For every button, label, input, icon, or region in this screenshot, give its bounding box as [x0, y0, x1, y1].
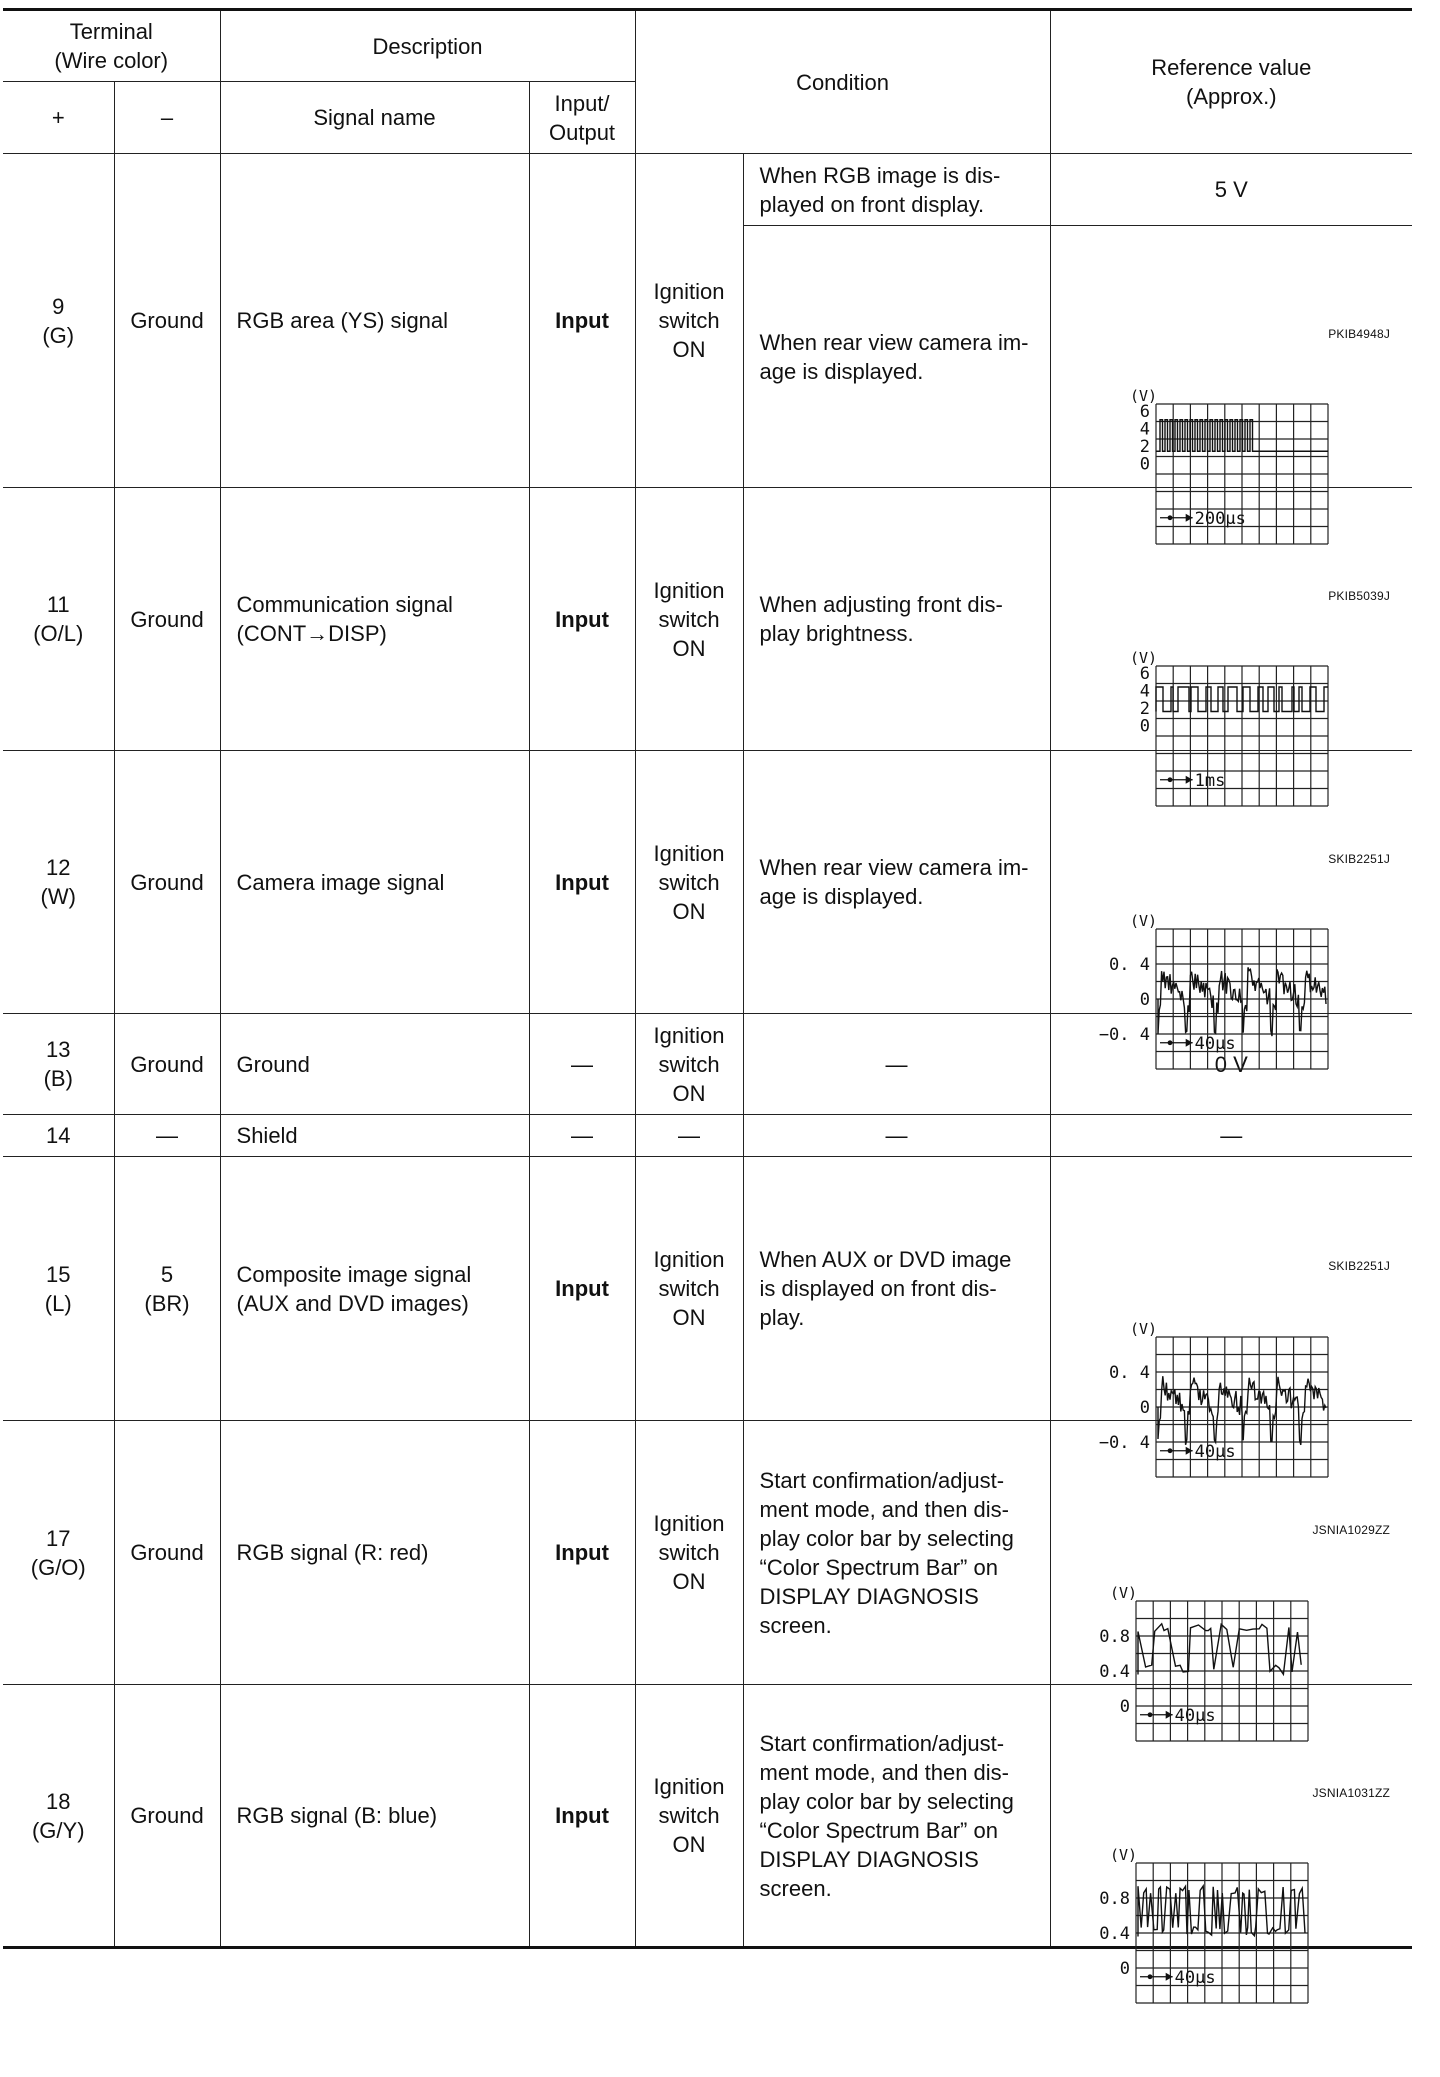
- y-tick-label: 4: [1139, 419, 1150, 439]
- waveform-graph: [1051, 1816, 1413, 2077]
- condition-text: Start confirmation/adjust- ment mode, and then dis- play color bar by selecting “Color Spectrum Bar” on DISPLAY DIAGNOSIS screen.: [743, 1421, 1050, 1685]
- time-base-label: 1ms: [1194, 770, 1225, 791]
- y-tick-label: 0.4: [1098, 1923, 1130, 1944]
- y-tick-label: 0: [1119, 1958, 1130, 1979]
- switch-condition: Ignition switch ON: [635, 1421, 743, 1685]
- y-tick-label: 0: [1139, 1397, 1150, 1418]
- table-row: [3, 488, 1412, 751]
- waveform-cell: [1050, 1421, 1412, 1726]
- y-tick-label: 0.8: [1098, 1888, 1130, 1909]
- y-tick-label: 2: [1139, 699, 1150, 719]
- table-row: [3, 1421, 1412, 1685]
- terminal-minus: Ground: [114, 1685, 220, 1948]
- reference-value: 5 V: [1050, 154, 1412, 226]
- signal-name-header: Signal name: [220, 82, 529, 154]
- condition-text: Start confirmation/adjust- ment mode, and then dis- play color bar by selecting “Color Spectrum Bar” on DISPLAY DIAGNOSIS screen.: [743, 1685, 1050, 1948]
- y-tick-label: 0: [1119, 1696, 1130, 1717]
- io-value: Input: [529, 154, 635, 488]
- terminal-plus: 13 (B): [3, 1014, 114, 1115]
- waveform-cell: [1050, 488, 1412, 791]
- y-tick-label: 0: [1139, 454, 1150, 474]
- y-tick-label: 4: [1139, 681, 1150, 702]
- signal-name: RGB signal (B: blue): [220, 1685, 529, 1948]
- condition-text: —: [743, 1014, 1050, 1115]
- figure-code: JSNIA1031ZZ: [1312, 1785, 1391, 1800]
- terminal-plus: 12 (W): [3, 751, 114, 1014]
- unit-label: (V): [1129, 649, 1157, 667]
- io-value: —: [529, 1014, 635, 1115]
- time-base-marker: [1160, 1034, 1236, 1054]
- signal-name: Camera image signal: [220, 751, 529, 1014]
- terminal-minus: Ground: [114, 154, 220, 488]
- terminal-plus: 18 (G/Y): [3, 1685, 114, 1948]
- terminal-minus: 5 (BR): [114, 1157, 220, 1421]
- signal-name: RGB signal (R: red): [220, 1421, 529, 1685]
- y-tick-label: 0: [1139, 716, 1150, 737]
- y-tick-label: 6: [1139, 401, 1150, 422]
- waveform-cell: [1050, 1157, 1412, 1462]
- signal-name: RGB area (YS) signal: [220, 154, 529, 488]
- y-tick-label: −0. 4: [1098, 1432, 1150, 1453]
- terminal-minus: —: [114, 1115, 220, 1157]
- io-value: Input: [529, 1685, 635, 1948]
- switch-condition: Ignition switch ON: [635, 154, 743, 488]
- y-tick-label: 2: [1139, 436, 1150, 457]
- time-base-label: 200µs: [1194, 508, 1246, 529]
- signal-name: Communication signal (CONT→DISP): [220, 488, 529, 751]
- time-base-marker: [1140, 1967, 1216, 1987]
- terminal-minus: Ground: [114, 1421, 220, 1685]
- unit-label: (V): [1129, 1319, 1157, 1338]
- terminal-plus: 9 (G): [3, 154, 114, 488]
- plus-header: +: [3, 82, 114, 154]
- condition-text: When rear view camera im- age is displayed.: [743, 751, 1050, 1014]
- condition-text: When adjusting front dis- play brightness.: [743, 488, 1050, 751]
- io-value: Input: [529, 1421, 635, 1685]
- switch-condition: —: [635, 1115, 743, 1157]
- terminal-plus: 17 (G/O): [3, 1421, 114, 1685]
- signal-trace: [1138, 1623, 1301, 1674]
- switch-condition: Ignition switch ON: [635, 1014, 743, 1115]
- signal-name: Ground: [220, 1014, 529, 1115]
- y-tick-label: −0. 4: [1098, 1025, 1150, 1045]
- unit-label: (V): [1129, 386, 1157, 405]
- table-row: [3, 1157, 1412, 1421]
- terminal-plus: 15 (L): [3, 1157, 114, 1421]
- reference-value: —: [1050, 1115, 1412, 1157]
- unit-label: (V): [1129, 912, 1157, 930]
- terminal-minus: Ground: [114, 751, 220, 1014]
- io-value: Input: [529, 751, 635, 1014]
- figure-code: PKIB5039J: [1328, 589, 1391, 603]
- y-tick-label: 0. 4: [1108, 955, 1150, 975]
- figure-code: SKIB2251J: [1328, 1258, 1391, 1273]
- figure-code: JSNIA1029ZZ: [1312, 1522, 1391, 1537]
- table-row: [3, 1685, 1412, 1948]
- condition-text: —: [743, 1115, 1050, 1157]
- table-row: [3, 154, 1412, 226]
- signal-trace: [1156, 419, 1328, 451]
- y-tick-label: 0.4: [1098, 1661, 1130, 1682]
- y-tick-label: 6: [1139, 664, 1150, 684]
- io-value: —: [529, 1115, 635, 1157]
- terminal-minus: Ground: [114, 1014, 220, 1115]
- terminal-minus: Ground: [114, 488, 220, 751]
- terminal-plus: 11 (O/L): [3, 488, 114, 751]
- time-base-label: 40µs: [1194, 1033, 1236, 1054]
- time-base-label: 40µs: [1194, 1441, 1236, 1462]
- signal-name: Shield: [220, 1115, 529, 1157]
- time-base-label: 40µs: [1174, 1705, 1216, 1726]
- y-tick-label: 0. 4: [1108, 1362, 1150, 1383]
- terminal-table: [3, 8, 1412, 1988]
- reference-value: 0 V: [1050, 1014, 1412, 1115]
- unit-label: (V): [1109, 1845, 1137, 1864]
- io-value: Input: [529, 1157, 635, 1421]
- time-base-label: 40µs: [1174, 1967, 1216, 1988]
- terminal-header: Terminal (Wire color): [3, 10, 220, 82]
- reference-header: Reference value (Approx.): [1050, 10, 1412, 154]
- waveform-cell: [1050, 751, 1412, 1054]
- switch-condition: Ignition switch ON: [635, 751, 743, 1014]
- condition-text: When RGB image is dis- played on front display.: [743, 154, 1050, 226]
- description-header: Description: [220, 10, 635, 82]
- figure-code: PKIB4948J: [1328, 326, 1391, 341]
- switch-condition: Ignition switch ON: [635, 1685, 743, 1948]
- waveform-cell: [1050, 226, 1412, 529]
- minus-header: –: [114, 82, 220, 154]
- y-tick-label: 0: [1139, 990, 1150, 1010]
- y-tick-label: 0.8: [1098, 1626, 1130, 1647]
- unit-label: (V): [1109, 1583, 1137, 1602]
- condition-header: Condition: [635, 10, 1050, 154]
- condition-text: When rear view camera im- age is displayed.: [743, 226, 1050, 488]
- table-row: [3, 751, 1412, 1014]
- terminal-plus: 14: [3, 1115, 114, 1157]
- condition-text: When AUX or DVD image is displayed on front dis- play.: [743, 1157, 1050, 1421]
- io-header: Input/ Output: [529, 82, 635, 154]
- waveform-cell: [1050, 1685, 1412, 1988]
- signal-name: Composite image signal (AUX and DVD images): [220, 1157, 529, 1421]
- switch-condition: Ignition switch ON: [635, 488, 743, 751]
- figure-code: SKIB2251J: [1328, 852, 1391, 866]
- io-value: Input: [529, 488, 635, 751]
- waveform-graph: [1051, 882, 1413, 1144]
- switch-condition: Ignition switch ON: [635, 1157, 743, 1421]
